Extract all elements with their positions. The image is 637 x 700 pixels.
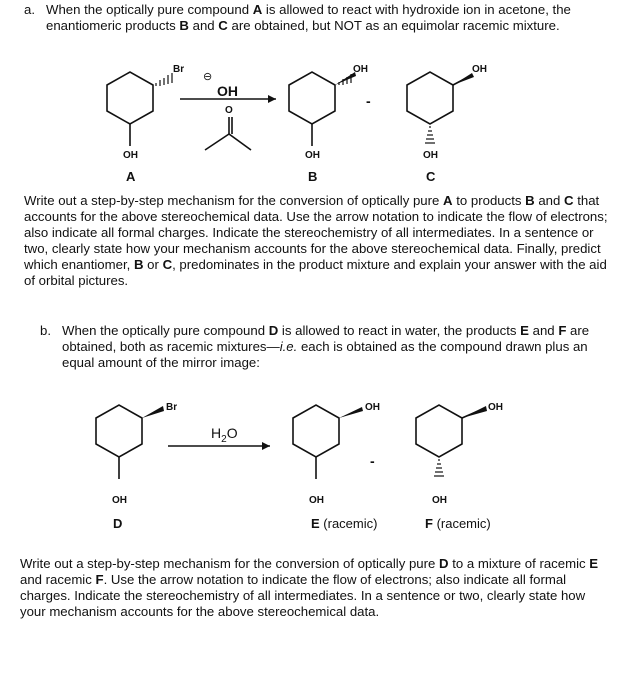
hydroxide-reagent: OH — [217, 83, 238, 99]
cyclohexane-ring-A — [107, 72, 153, 124]
question-b-text: When the optically pure compound D is allowed to react in water, the products E and F are obtained, both as racemic mixtures—i.e. each is obtained as the compound drawn plus an equal amount of the mirror image: — [62, 323, 590, 370]
separator-b: - — [370, 453, 375, 469]
separator-a: - — [366, 93, 371, 109]
substituent-br-D: Br — [166, 402, 178, 413]
cyclohexane-ring-E — [293, 405, 339, 457]
substituent-oh-F: OH — [488, 402, 503, 413]
hydroxide-charge: ⊖ — [203, 71, 213, 83]
label-D: D — [113, 516, 123, 531]
question-a-label: a. — [24, 2, 35, 17]
water-reagent: $H_2O$ — [211, 425, 238, 445]
substituent-oh-E: OH — [365, 402, 380, 413]
question-b-label: b. — [40, 323, 51, 338]
ring-oh-D: OH — [112, 495, 127, 506]
instructions-b: Write out a step-by-step mechanism for the conversion of optically pure D to a mixture of racemic E and racemic F. Use the arrow notation to indicate the flow of electrons; also indicate all formal charges. Indicate the stereochemistry of all intermediates. In a sentence or two, clearly state how your mechanism accounts for the above stereochemical data. — [20, 556, 599, 619]
ring-oh-A: OH — [123, 150, 138, 161]
label-F: F (racemic) — [425, 516, 491, 531]
ring-oh-C: OH — [423, 150, 438, 161]
cyclohexane-ring-D — [96, 405, 142, 457]
substituent-oh-C: OH — [472, 64, 487, 75]
label-B: B — [308, 169, 318, 184]
acetone-structure — [205, 134, 229, 150]
ring-oh-B: OH — [305, 150, 320, 161]
substituent-br-A: Br — [173, 64, 185, 75]
question-b — [40, 323, 610, 371]
question-a-text: When the optically pure compound A is allowed to react with hydroxide ion in acetone, the enantiomeric products B and C are obtained, but NOT as an equimolar racemic mixture. — [46, 2, 571, 33]
acetone-oxygen: O — [225, 105, 233, 116]
ring-oh-F: OH — [432, 495, 447, 506]
instructions-a: Write out a step-by-step mechanism for the conversion of optically pure A to products B and C that accounts for the above stereochemical data. Use the arrow notation to indicate the flow of electrons; also indicate all formal charges. Indicate the stereochemistry of all intermediates. In a sentence or two, clearly state how your mechanism accounts for the above stereochemical data. Finally, predict which enantiomer, B or C, predominates in the product mixture and explain your answer with the aid of orbital pictures. — [24, 193, 608, 288]
cyclohexane-ring-B — [289, 72, 335, 124]
substituent-oh-B: OH — [353, 64, 368, 75]
label-A: A — [126, 169, 136, 184]
label-E: E (racemic) — [311, 516, 378, 531]
cyclohexane-ring-C — [407, 72, 453, 124]
ring-oh-E: OH — [309, 495, 324, 506]
cyclohexane-ring-F — [416, 405, 462, 457]
label-C: C — [426, 169, 436, 184]
